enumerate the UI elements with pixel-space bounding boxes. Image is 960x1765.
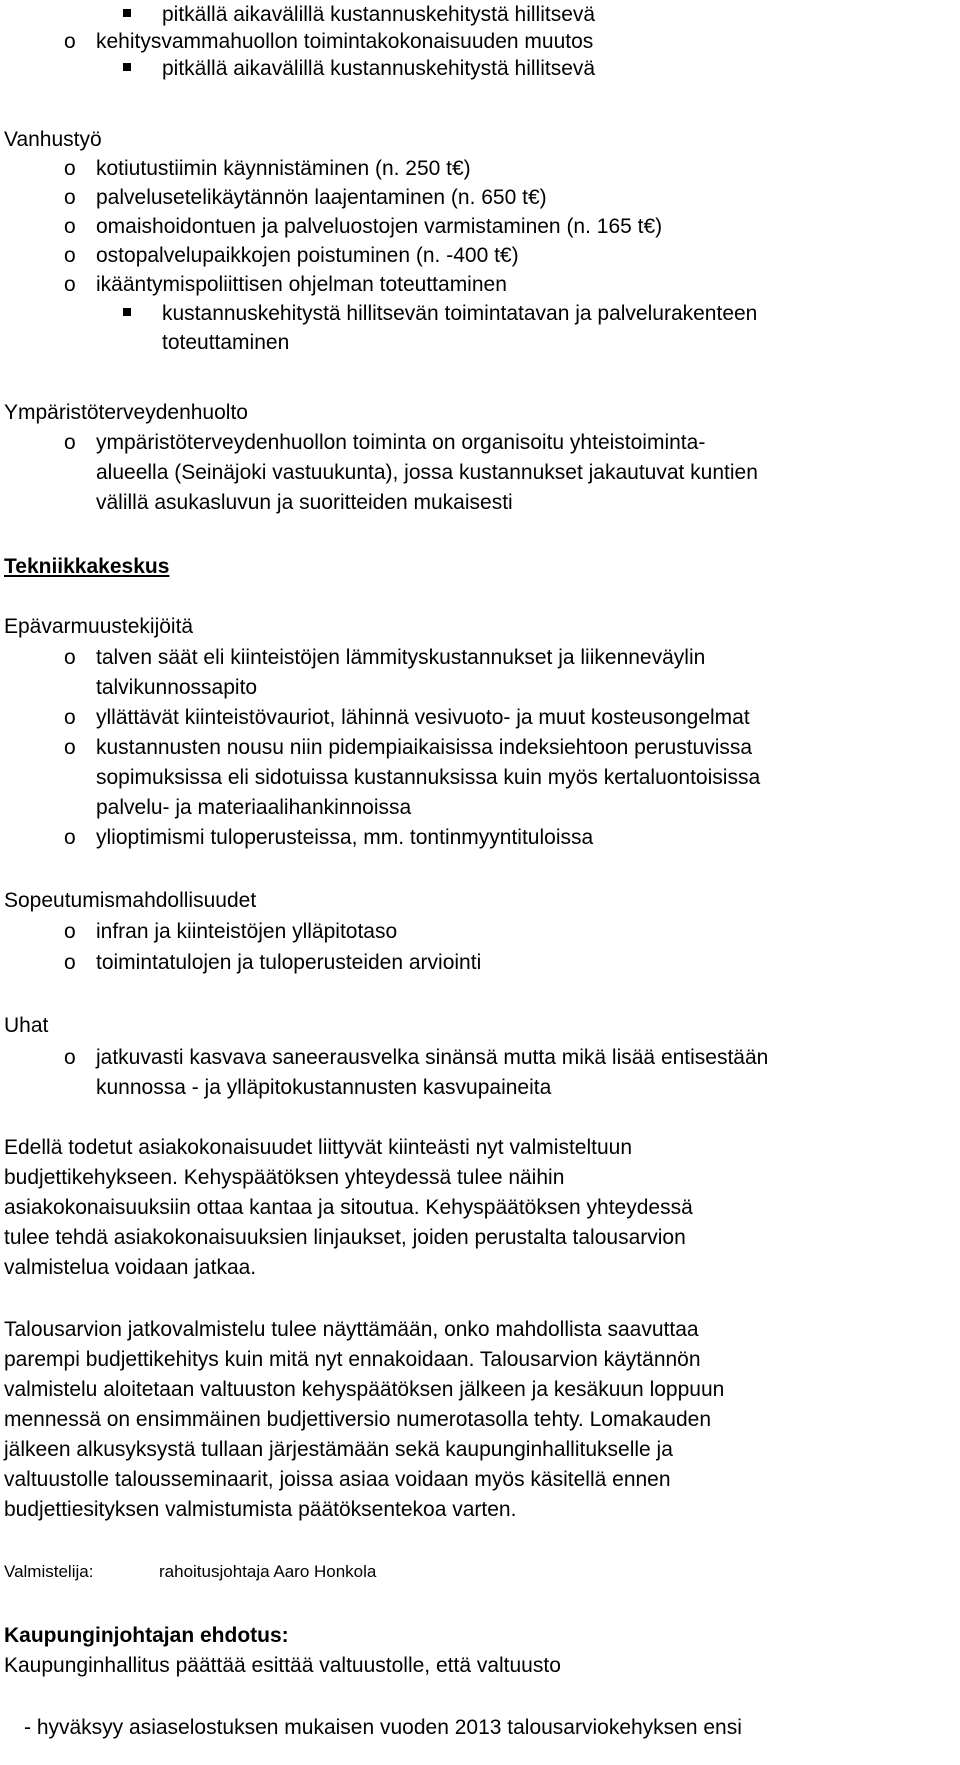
square-bullet-icon	[123, 308, 131, 316]
square-bullet-icon	[123, 63, 131, 71]
square-bullet-icon	[123, 9, 131, 17]
document-page: pitkällä aikavälillä kustannuskehitystä hillitsevä o kehitysvammahuollon toimintakokonaisuuden muutos pitkällä aikavälillä kustannuskehitystä hillitsevä Vanhustyö o kotiutustiimin käynnistäminen (n. 250 t€) o palvelusetelikäytännön laajentaminen (n. 650 t€) o omaishoidontuen ja palveluostojen varmistaminen (n. 165 t€) o ostopalvelupaikkojen poistuminen (n. -400 t€) o ikääntymispoliittisen ohjelman toteuttaminen kustannuskehitystä hillitsevän toimintatavan ja palvelurakenteen toteuttaminen Ympäristöterveydenhuolto o ympäristöterveydenhuollon toiminta on organisoitu yhteistoiminta- alueella (Seinäjoki vastuukunta), jossa kustannukset jakautuvat kuntien välillä asukasluvun ja suoritteiden mukaisesti Tekniikkakeskus Epävarmuustekijöitä o talven säät eli kiinteistöjen lämmityskustannukset ja liikenneväylin talvikunnossapito o yllättävät kiinteistövauriot, lähinnä vesivuoto- ja muut kosteusongelmat o kustannusten nousu niin pidempiaikaisissa indeksiehtoon perustuvissa sopimuksissa eli sidotuissa kustannuksissa kuin myös kertaluontoisissa palvelu- ja materiaalihankinnoissa o ylioptimismi tuloperusteissa, mm. tontinmyyntituloissa Sopeutumismahdollisuudet o infran ja kiinteistöjen ylläpitotaso o toimintatulojen ja tuloperusteiden arviointi Uhat o jatkuvasti kasvava saneerausvelka sinänsä mutta mikä lisää entisestään kunnossa - ja ylläpitokustannusten kasvupaineita Edellä todetut asiakokonaisuudet liittyvät kiinteästi nyt valmisteltuun budjettikehykseen. Kehyspäätöksen yhteydessä tulee näihin asiakokonaisuuksiin ottaa kantaa ja sitoutua. Kehyspäätöksen yhteydessä tulee tehdä asiakokonaisuuksien linjaukset, joiden perustalta talousarvion valmistelua voidaan jatkaa. Talousarvion jatkovalmistelu tulee näyttämään, onko mahdollista saavuttaa parempi budjettikehitys kuin mitä nyt ennakoidaan. Talousarvion käytännön valmistelu aloitetaan valtuuston kehyspäätöksen jälkeen ja kesäkuun loppuun mennessä on ensimmäinen budjettiversio numerotasolla tehty. Lomakauden jälkeen alkusyksystä tullaan järjestämään sekä kaupunginhallitukselle ja valtuustolle talousseminaarit, joissa asiaa voidaan myös käsitellä ennen budjettiesityksen valmistumista päätöksentekoa varten. Valmistelija: rahoitusjohtaja Aaro Honkola Kaupunginjohtajan ehdotus: Kaupunginhallitus päättää esittää valtuustolle, että valtuusto - hyväksyy asiaselostuksen mukaisen vuoden 2013 talousarviokehyksen ensi	[4, 3, 769, 1739]
